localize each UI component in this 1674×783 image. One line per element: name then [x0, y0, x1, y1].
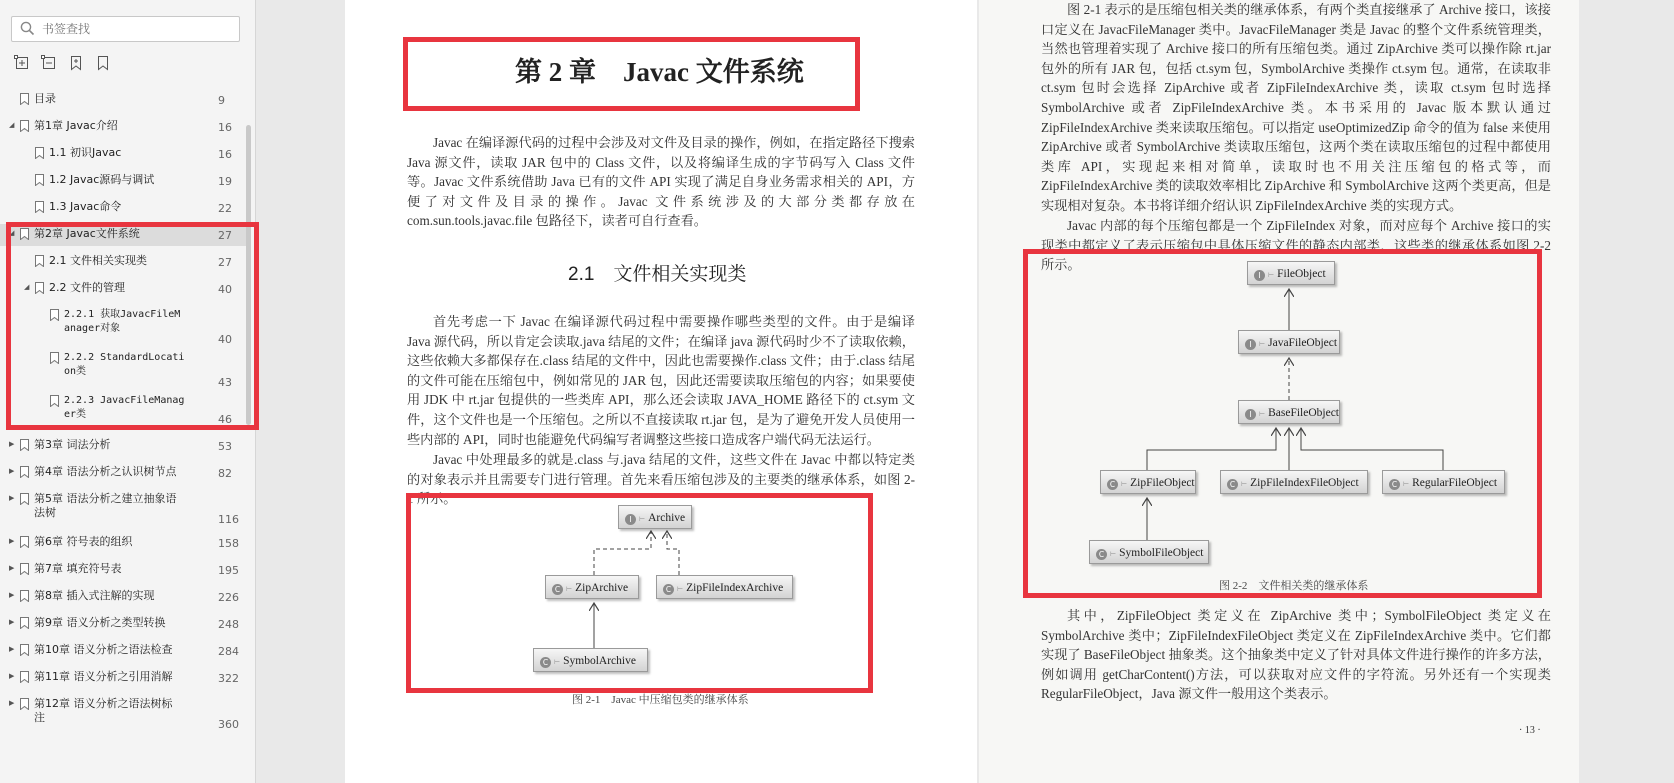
class-icon: C	[1096, 549, 1107, 560]
sidebar-item-page: 22	[218, 202, 232, 215]
sidebar-item[interactable]	[0, 435, 248, 455]
sidebar-item-page: 40	[218, 333, 232, 346]
collapse-arrow-icon[interactable]: ◢	[24, 283, 30, 291]
sidebar-item-page: 195	[218, 564, 239, 577]
sidebar-item[interactable]	[0, 586, 248, 606]
sidebar-item[interactable]	[0, 532, 248, 552]
interface-icon: I	[1245, 339, 1256, 350]
sidebar-item[interactable]	[0, 89, 248, 109]
sidebar-item-page: 82	[218, 467, 232, 480]
interface-icon: I	[1245, 409, 1256, 420]
uml-node-fileobject: I ⊢ FileObject	[1247, 261, 1335, 285]
bookmark-icon	[20, 536, 29, 548]
expand-arrow-icon[interactable]: ▶	[9, 591, 15, 599]
sidebar-item[interactable]	[0, 489, 248, 525]
expand-arrow-icon[interactable]: ▶	[9, 494, 15, 502]
bookmark-icon	[35, 201, 44, 213]
right-paragraph-3: 其中，ZipFileObject 类定义在 ZipArchive 类中；SymbolFileObject 类定义在 SymbolArchive 类中；ZipFileIndexFileObject 类定义在 ZipFileIndexArchive 类中。它们都实现了 BaseFileObject 抽象类。这个抽象类中定义了针对具体文件进行操作的许多方法，例如调用 getCharContent()方法，可以获取对应文件的字符流。另外还有一个实现类 RegularFileObject，Java 源文件一般用这个类表示。	[1041, 608, 1551, 702]
uml-node-zipfileobject: C ⊢ ZipFileObject	[1100, 470, 1196, 494]
sidebar-item-label: 第9章 语义分析之类型转换	[34, 616, 166, 629]
sidebar-item[interactable]	[0, 143, 248, 163]
bookmark-icon	[35, 147, 44, 159]
bookmark-icon	[20, 466, 29, 478]
sidebar-item-label: 第4章 语法分析之认识树节点	[34, 465, 177, 478]
sidebar-item-label: 第8章 插入式注解的实现	[34, 589, 155, 602]
sidebar-item-page: 226	[218, 591, 239, 604]
sidebar-item[interactable]	[0, 278, 248, 298]
bookmark-icon	[20, 644, 29, 656]
intro-paragraph: Javac 在编译源代码的过程中会涉及对文件及目录的操作，例如，在指定路径下搜索 Java 源文件，读取 JAR 包中的 Class 文件，以及将编译生成的字节码写入 Class 文件等。Javac 文件系统借助 Java 已有的文件 API 实现了满足自身业务需求相关的 API，方便了对文件及目录的操作。Javac 文件系统涉及的大部分类都存放在 com.sun.tools.javac.file 包路径下，读者可自行查看。	[407, 135, 915, 229]
sidebar-item-label: 第7章 填充符号表	[34, 562, 122, 575]
sidebar-item-page: 322	[218, 672, 239, 685]
sidebar-item[interactable]	[0, 116, 248, 136]
bookmark-icon	[20, 698, 29, 710]
expand-all-icon[interactable]	[14, 55, 30, 71]
sidebar-item[interactable]	[0, 348, 248, 388]
sidebar-item-page: 53	[218, 440, 232, 453]
class-icon: C	[663, 584, 674, 595]
sidebar-item[interactable]	[0, 694, 248, 730]
sidebar-item[interactable]	[0, 613, 248, 633]
right-paragraph-1: 图 2-1 表示的是压缩包相关类的继承体系，有两个类直接继承了 Archive 接口，该接口定义在 JavacFileManager 类中。JavacFileManager 类是 Javac 的整个文件系统管理类，当然也管理着实现了 Archive 接口的所有压缩包类。通过 ZipArchive 类可以操作除 rt.jar 包外的所有 JAR 包，包括 ct.sym 包，SymbolArchive 类操作 ct.sym 包。通常，在读取非 ct.sym 包时会选择 ZipArchive 或者 ZipFileIndexArchive 类，读取 ct.sym 包时选择 SymbolArchive 或者 ZipFileIndexArchive 类。本书采用的 Javac 版本默认通过 ZipFileIndexArchive 类来读取压缩包。可以指定 useOptimizedZip 命令的值为 false 来使用 ZipArchive 或者 SymbolArchive 类读取压缩包，这两个类在读取压缩包的过程中都使用类库 API，实现起来相对简单，读取时也不用关注压缩包的格式等，而 ZipFileIndexArchive 类的读取效率相比 ZipArchive 和 SymbolArchive 这两个类更高，但是实现相对复杂。本书将详细介绍认识 ZipFileIndexArchive 类的实现方式。	[1041, 2, 1551, 213]
collapse-all-icon[interactable]	[41, 55, 57, 71]
bookmark-search-input[interactable]	[42, 19, 232, 39]
sidebar-item[interactable]	[0, 462, 248, 482]
search-icon	[20, 21, 35, 36]
sidebar-item-page: 360	[218, 718, 239, 731]
sidebar-item-page: 16	[218, 121, 232, 134]
sidebar-item-label: 2.2 文件的管理	[49, 281, 125, 294]
uml-node-regularfileobject: C ⊢ RegularFileObject	[1382, 470, 1505, 494]
bookmark-icon	[20, 493, 29, 505]
sidebar-item-label: 2.2.3 JavacFileManag er类	[64, 395, 185, 420]
right-paragraph-2: Javac 内部的每个压缩包都是一个 ZipFileIndex 对象，而对应每个 Archive 接口的实现类中都定义了表示压缩包中具体压缩文件的静态内部类，这些类的继承体系如图 2-2 所示。	[1041, 218, 1551, 273]
sidebar-item[interactable]	[0, 170, 248, 190]
bookmark-search-box[interactable]	[11, 16, 240, 42]
sidebar-item-page: 46	[218, 413, 232, 426]
bookmark-sidebar	[0, 0, 256, 783]
sidebar-item-page: 9	[218, 94, 225, 107]
uml-node-archive: I ⊢ Archive	[618, 505, 692, 529]
bookmark-icon[interactable]	[95, 55, 111, 71]
pdf-page-right	[979, 0, 1579, 783]
class-icon: C	[1107, 479, 1118, 490]
bookmark-icon	[35, 255, 44, 267]
add-bookmark-icon[interactable]	[68, 55, 84, 71]
sidebar-item-page: 40	[218, 283, 232, 296]
bookmark-icon	[20, 563, 29, 575]
sidebar-item-page: 19	[218, 175, 232, 188]
sidebar-item-page: 27	[218, 229, 232, 242]
sidebar-item-page: 43	[218, 376, 232, 389]
sidebar-item[interactable]	[0, 251, 248, 271]
sidebar-item-page: 158	[218, 537, 239, 550]
class-icon: C	[540, 657, 551, 668]
bookmark-icon	[35, 174, 44, 186]
sidebar-item-label: 第3章 词法分析	[34, 438, 111, 451]
bookmark-icon	[20, 439, 29, 451]
sidebar-item-page: 16	[218, 148, 232, 161]
sidebar-item-page: 116	[218, 513, 239, 526]
sidebar-item-label: 1.2 Javac源码与调试	[49, 173, 155, 186]
sidebar-scrollbar[interactable]	[246, 125, 251, 425]
collapse-arrow-icon[interactable]: ◢	[9, 121, 15, 129]
sidebar-item[interactable]	[0, 559, 248, 579]
uml-node-symbolarchive: C ⊢ SymbolArchive	[533, 648, 648, 672]
expand-arrow-icon[interactable]: ▶	[9, 467, 15, 475]
sidebar-item-label: 第10章 语义分析之语法检查	[34, 643, 173, 656]
bookmark-icon	[20, 671, 29, 683]
page-number: · 13 ·	[1519, 725, 1541, 736]
expand-arrow-icon[interactable]: ▶	[9, 645, 15, 653]
class-icon: C	[552, 584, 563, 595]
section-title: 2.1 文件相关实现类	[568, 264, 747, 285]
expand-arrow-icon[interactable]: ▶	[9, 699, 15, 707]
chapter-title: 第 2 章 Javac 文件系统	[515, 57, 804, 87]
sidebar-item-label: 第6章 符号表的组织	[34, 535, 133, 548]
expand-arrow-icon[interactable]: ▶	[9, 440, 15, 448]
class-icon: C	[1389, 479, 1400, 490]
sidebar-item-label: 1.1 初识Javac	[49, 146, 122, 159]
body-paragraph-2: Javac 中处理最多的就是.class 与.java 结尾的文件，这些文件在 Javac 中都以特定类的对象表示并且需要专门进行管理。首先来看压缩包涉及的主要类的继承体系，如图 2-1 所示。	[407, 452, 915, 507]
uml-node-zipfileindexarchive: C ⊢ ZipFileIndexArchive	[656, 575, 793, 599]
sidebar-item[interactable]	[0, 224, 248, 246]
sidebar-item-label: 2.2.1 获取JavacFileM anager对象	[64, 309, 181, 334]
bookmark-icon	[20, 228, 29, 240]
sidebar-item-label: 2.2.2 StandardLocati on类	[64, 352, 185, 377]
interface-icon: I	[1254, 270, 1265, 281]
expand-arrow-icon[interactable]: ▶	[9, 564, 15, 572]
sidebar-item-label: 2.1 文件相关实现类	[49, 254, 147, 267]
bookmark-icon	[20, 590, 29, 602]
sidebar-item[interactable]	[0, 391, 248, 425]
expand-arrow-icon[interactable]: ▶	[9, 618, 15, 626]
interface-icon: I	[625, 514, 636, 525]
sidebar-item-label: 第12章 语义分析之语法树标 注	[34, 697, 173, 724]
sidebar-item-label: 第2章 Javac文件系统	[34, 227, 140, 240]
uml-node-zipfileindexfileobject: C ⊢ ZipFileIndexFileObject	[1220, 470, 1368, 494]
sidebar-item-label: 1.3 Javac命令	[49, 200, 122, 213]
sidebar-item-label: 第5章 语法分析之建立抽象语 法树	[34, 492, 177, 519]
sidebar-item[interactable]	[0, 305, 248, 345]
bookmark-icon	[50, 309, 59, 321]
sidebar-item-label: 第11章 语义分析之引用消解	[34, 670, 173, 683]
sidebar-item[interactable]	[0, 667, 248, 687]
expand-arrow-icon[interactable]: ▶	[9, 672, 15, 680]
bookmark-icon	[35, 282, 44, 294]
collapse-arrow-icon[interactable]: ◢	[9, 229, 15, 237]
class-icon: C	[1227, 479, 1238, 490]
bookmark-icon	[50, 352, 59, 364]
pdf-page-left	[345, 0, 977, 783]
uml-node-javafileobject: I ⊢ JavaFileObject	[1238, 330, 1340, 354]
figure-2-1-caption: 图 2-1 Javac 中压缩包类的继承体系	[572, 694, 749, 706]
sidebar-item[interactable]	[0, 197, 248, 217]
sidebar-item[interactable]	[0, 640, 248, 660]
sidebar-item-page: 27	[218, 256, 232, 269]
uml-node-basefileobject: I ⊢ BaseFileObject	[1238, 400, 1340, 424]
sidebar-item-page: 284	[218, 645, 239, 658]
sidebar-item-page: 248	[218, 618, 239, 631]
bookmark-icon	[50, 395, 59, 407]
body-paragraph-1: 首先考虑一下 Javac 在编译源代码过程中需要操作哪些类型的文件。由于是编译 Java 源代码，所以肯定会读取.java 结尾的文件；在编译 java 源代码时少不了读取依赖，这些依赖大多都保存在.class 结尾的文件中，因此也需要操作.class 文件；由于.class 结尾的文件可能在压缩包中，例如常见的 JAR 包，因此还需要读取压缩包的内容；如果要使用 JDK 中 rt.jar 包提供的一些类库 API，那么还会读取 JAVA_HOME 路径下的 ct.sym 文件，这个文件也是一个压缩包。之所以不直接读取 rt.jar 包，是为了避免开发人员使用一些内部的 API，同时也能避免代码编写者调整这些接口造成客户端代码无法运行。	[407, 314, 915, 447]
figure-2-2-caption: 图 2-2 文件相关类的继承体系	[1219, 580, 1369, 592]
uml-node-symbolfileobject: C ⊢ SymbolFileObject	[1089, 540, 1209, 564]
bookmark-icon	[20, 120, 29, 132]
bookmark-icon	[20, 93, 29, 105]
sidebar-item-label: 第1章 Javac介绍	[34, 119, 118, 132]
sidebar-item-label: 目录	[34, 92, 56, 105]
expand-arrow-icon[interactable]: ▶	[9, 537, 15, 545]
uml-node-ziparchive: C ⊢ ZipArchive	[545, 575, 639, 599]
bookmark-icon	[20, 617, 29, 629]
